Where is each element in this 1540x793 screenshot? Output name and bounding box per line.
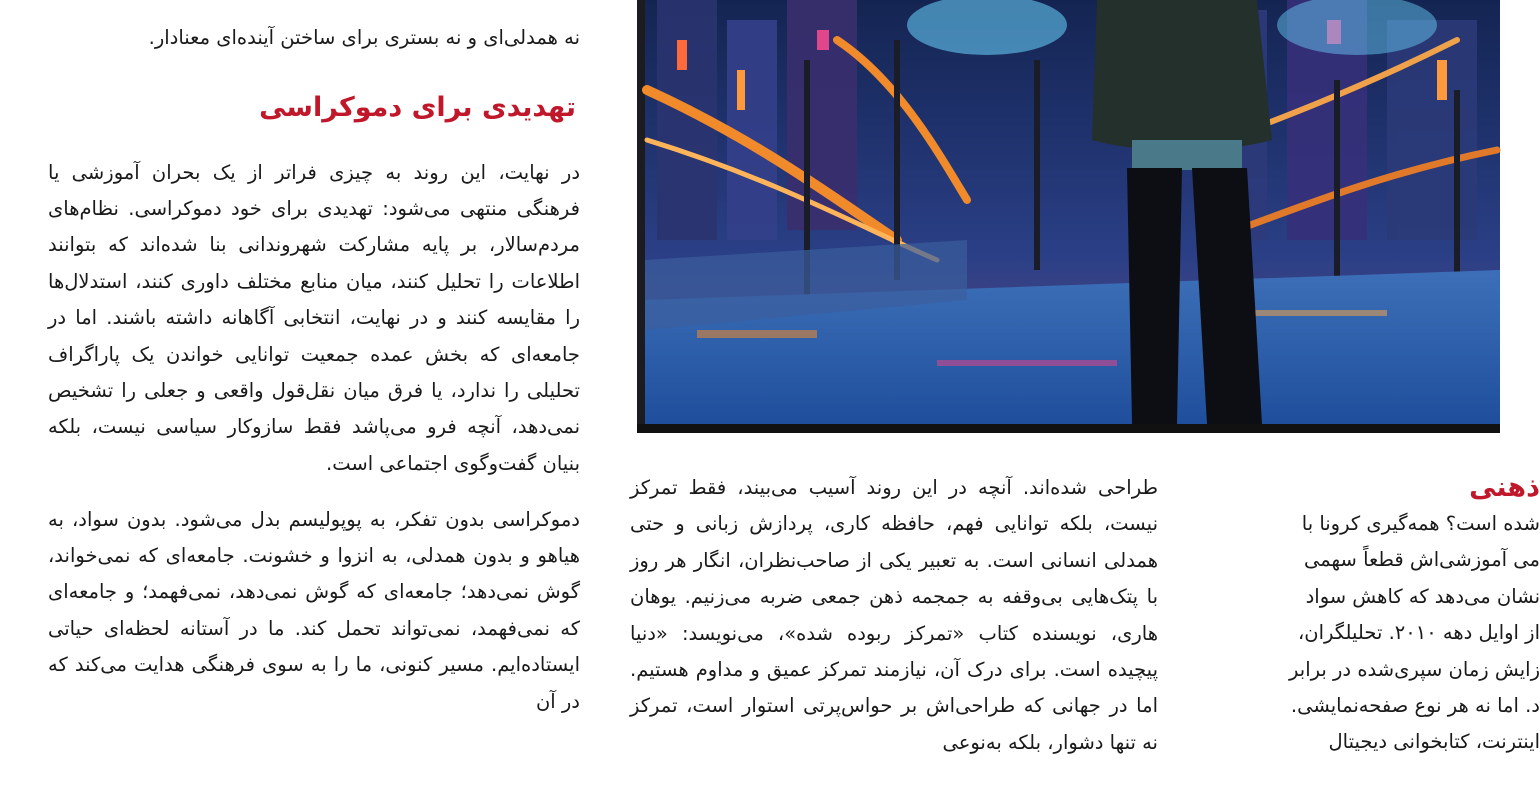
section-heading-fragment: ذهنی xyxy=(1469,472,1540,503)
left-column-top-line xyxy=(48,0,580,75)
right-column-clip xyxy=(1186,470,1540,793)
text-line: اینترنت، کتابخوانی دیجیتال xyxy=(1328,730,1540,754)
neon-city-illustration xyxy=(637,0,1500,433)
text-line: نه همدلی‌ای و نه بستری برای ساختن آینده‌ای معنادار. xyxy=(148,25,580,49)
paragraph: طراحی شده‌اند. آنچه در این روند آسیب می‌بیند، فقط تمرکز نیست، بلکه توانایی فهم، حافظه کاری، پردازش زبانی و حتی همدلی انسانی است. به تعبیر یکی از صاحب‌نظران، انگار هر روز با پتک‌هایی بی‌وقفه به جمجمه ذهن جمعی ضربه می‌زنیم. یوهان هاری، نویسنده کتاب «تمرکز ربوده شده»، می‌نویسد: «دنیا پیچیده است. برای درک آن، نیازمند تمرکز عمیق و مداوم هستیم. اما در جهانی که طراحی‌اش بر حواس‌پرتی استوار است، تمرکز نه تنها دشوار، بلکه به‌نوعی xyxy=(630,476,1158,754)
section-heading-democracy-threat: تهدیدی برای دموکراسی xyxy=(259,92,576,123)
text-line: شده است؟ همه‌گیری کرونا با xyxy=(1301,512,1540,535)
text-line: زایش زمان سپری‌شده در برابر xyxy=(1289,657,1540,681)
text-line: از اوایل دهه ۲۰۱۰. تحلیلگران، xyxy=(1298,621,1540,645)
text-line: نشان می‌دهد که کاهش سواد xyxy=(1305,584,1540,608)
text-line: د. اما نه هر نوع صفحه‌نمایشی. xyxy=(1290,694,1540,718)
right-column xyxy=(1186,470,1540,761)
middle-column xyxy=(630,470,1158,761)
text-line: می آموزشی‌اش قطعاً سهمی xyxy=(1304,548,1540,572)
left-column-body xyxy=(48,135,580,740)
paragraph: دموکراسی بدون تفکر، به پوپولیسم بدل می‌شود. بدون سواد، به هیاهو و بدون همدلی، به انزوا و خشونت. جامعه‌ای که نمی‌خواند، گوش نمی‌دهد؛ جامعه‌ای که گوش نمی‌دهد، نمی‌فهمد؛ و جامعه‌ای که نمی‌فهمد، نمی‌تواند تحمل کند. ما در آستانه لحظه‌ای حیاتی ایستاده‌ایم. مسیر کنونی، ما را به سوی فرهنگی هدایت می‌کند که در آن xyxy=(48,507,580,713)
paragraph: در نهایت، این روند به چیزی فراتر از یک بحران آموزشی یا فرهنگی منتهی می‌شود: تهدیدی برای خود دموکراسی. نظام‌های مردم‌سالار، بر پایه مشارکت شهروندانی بنا شده‌اند که بتوانند اطلاعات را تحلیل کنند، میان منابع مختلف داوری کنند، استدلال‌ها را مقایسه کنند و در نهایت، انتخابی آگاهانه داشته باشند. اما در جامعه‌ای که بخش عمده جمعیت توانایی خواندن یک پاراگراف تحلیلی را ندارد، یا فرق میان نقل‌قول واقعی و جعلی را تشخیص نمی‌دهد، آنچه فرو می‌پاشد فقط سازوکار سیاسی نیست، بلکه بنیان گفت‌وگوی اجتماعی است. xyxy=(48,160,580,475)
article-illustration xyxy=(637,0,1500,433)
